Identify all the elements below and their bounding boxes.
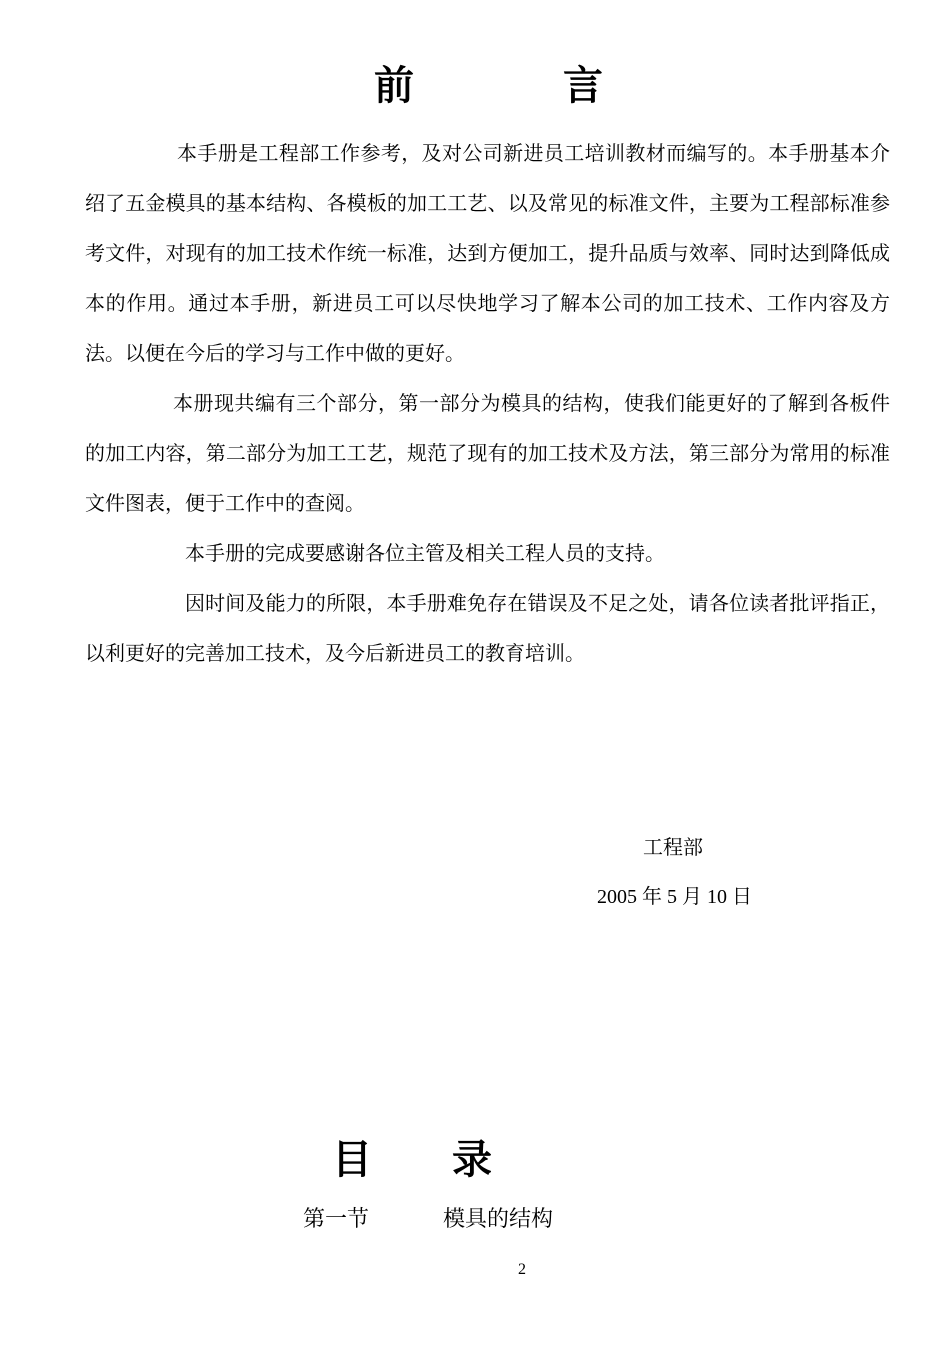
preface-paragraph-2: 本册现共编有三个部分，第一部分为模具的结构，使我们能更好的了解到各板件的加工内容，第二部分为加工工艺，规范了现有的加工技术及方法，第三部分为常用的标准文件图表，便于工作中的查阅。 xyxy=(85,391,890,515)
preface-paragraph-4: 因时间及能力的所限，本手册难免存在错误及不足之处，请各位读者批评指正，以利更好的完善加工技术，及今后新进员工的教育培训。 xyxy=(85,591,890,665)
preface-title-char-1: 前 xyxy=(374,63,414,109)
toc-entry-section: 第一节 xyxy=(303,1207,370,1232)
toc-title-char-2: 录 xyxy=(452,1137,492,1183)
preface-title-char-2: 言 xyxy=(563,63,603,109)
signature-department: 工程部 xyxy=(643,835,703,859)
signature-date: 2005 年 5 月 10 日 xyxy=(597,886,752,908)
preface-paragraph-3: 本手册的完成要感谢各位主管及相关工程人员的支持。 xyxy=(185,541,665,565)
preface-paragraph-1: 本手册是工程部工作参考，及对公司新进员工培训教材而编写的。本手册基本介绍了五金模具的基本结构、各模板的加工工艺、以及常见的标准文件，主要为工程部标准参考文件，对现有的加工技术作统一标准，达到方便加工，提升品质与效率、同时达到降低成本的作用。通过本手册，新进员工可以尽快地学习了解本公司的加工技术、工作内容及方法。以便在今后的学习与工作中做的更好。 xyxy=(85,141,890,365)
toc-entry-name: 模具的结构 xyxy=(443,1207,554,1232)
preface-body xyxy=(85,128,890,678)
toc-title-char-1: 目 xyxy=(332,1137,372,1183)
page-number: 2 xyxy=(518,1261,526,1278)
